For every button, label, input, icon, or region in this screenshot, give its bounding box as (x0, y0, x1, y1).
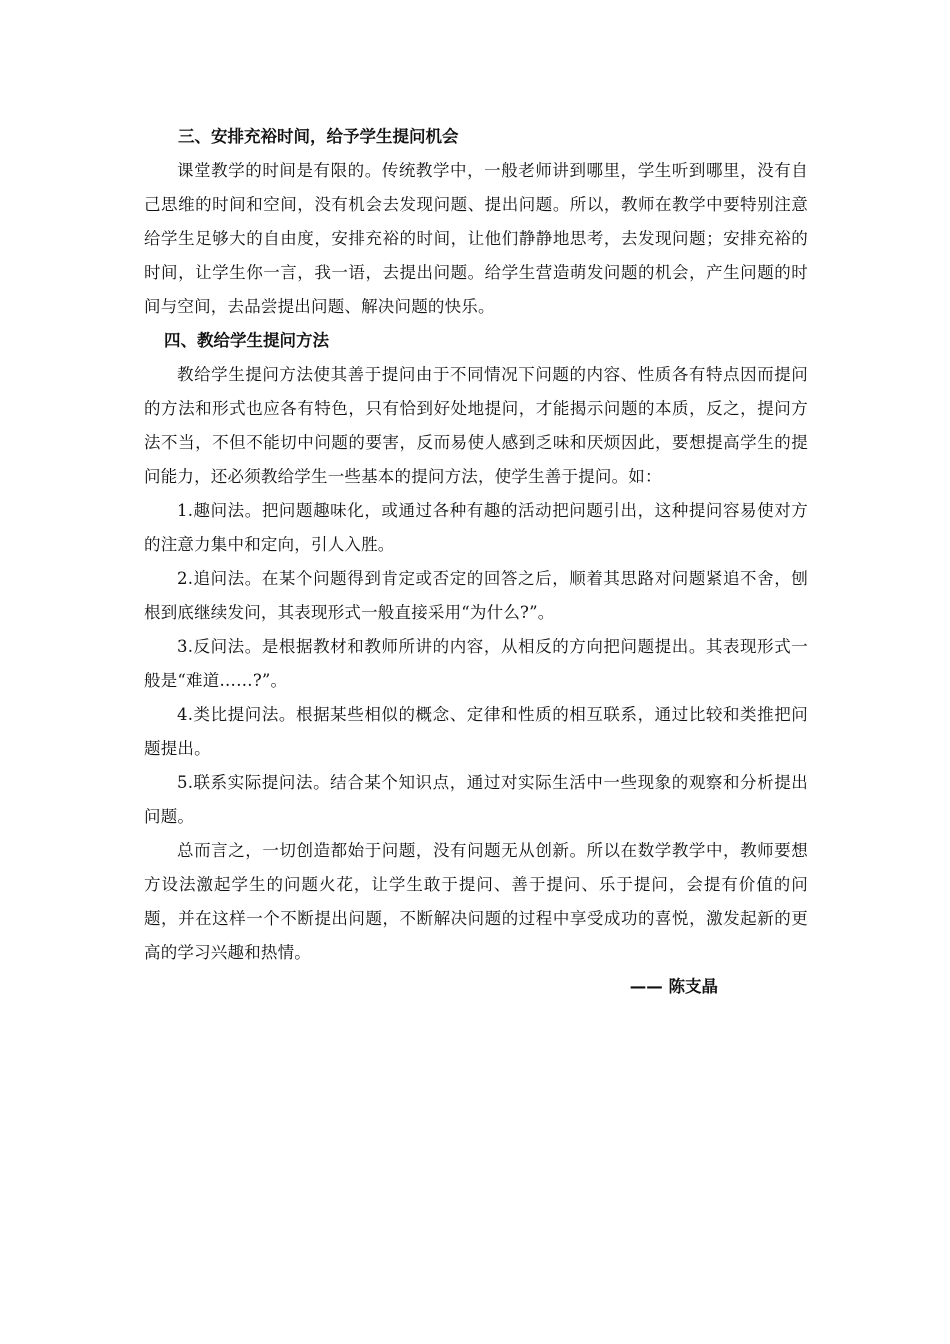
method-item-3: 3.反问法。是根据教材和教师所讲的内容，从相反的方向把问题提出。其表现形式一般是“难道……?”。 (144, 637, 808, 690)
section-3-paragraph: 课堂教学的时间是有限的。传统教学中，一般老师讲到哪里，学生听到哪里，没有自己思维的时间和空间，没有机会去发现问题、提出问题。所以，教师在教学中要特别注意给学生足够大的自由度，安排充裕的时间，让他们静静地思考，去发现问题；安排充裕的时间，让学生你一言，我一语，去提出问题。给学生营造萌发问题的机会，产生问题的时间与空间，去品尝提出问题、解决问题的快乐。 (144, 161, 808, 316)
section-4-heading: 四、教给学生提问方法 (164, 331, 329, 350)
section-3-heading: 三、安排充裕时间，给予学生提问机会 (178, 127, 459, 146)
conclusion-paragraph: 总而言之，一切创造都始于问题，没有问题无从创新。所以在数学教学中，教师要想方设法激起学生的问题火花，让学生敢于提问、善于提问、乐于提问，会提有价值的问题，并在这样一个不断提出问题，不断解决问题的过程中享受成功的喜悦，激发起新的更高的学习兴趣和热情。 (144, 841, 808, 962)
method-item-2: 2.追问法。在某个问题得到肯定或否定的回答之后，顺着其思路对问题紧追不舍，刨根到底继续发问，其表现形式一般直接采用“为什么?”。 (144, 569, 808, 622)
method-item-5: 5.联系实际提问法。结合某个知识点，通过对实际生活中一些现象的观察和分析提出问题。 (144, 773, 808, 826)
document-page (144, 120, 808, 1004)
author-signature: —— 陈支晶 (629, 977, 718, 996)
method-item-1: 1.趣问法。把问题趣味化，或通过各种有趣的活动把问题引出，这种提问容易使对方的注意力集中和定向，引人入胜。 (144, 501, 808, 554)
section-4-intro: 教给学生提问方法使其善于提问由于不同情况下问题的内容、性质各有特点因而提问的方法和形式也应各有特色，只有恰到好处地提问，才能揭示问题的本质，反之，提问方法不当，不但不能切中问题的要害，反而易使人感到乏味和厌烦因此，要想提高学生的提问能力，还必须教给学生一些基本的提问方法，使学生善于提问。如： (144, 365, 808, 486)
method-item-4: 4.类比提问法。根据某些相似的概念、定律和性质的相互联系，通过比较和类推把问题提出。 (144, 705, 808, 758)
